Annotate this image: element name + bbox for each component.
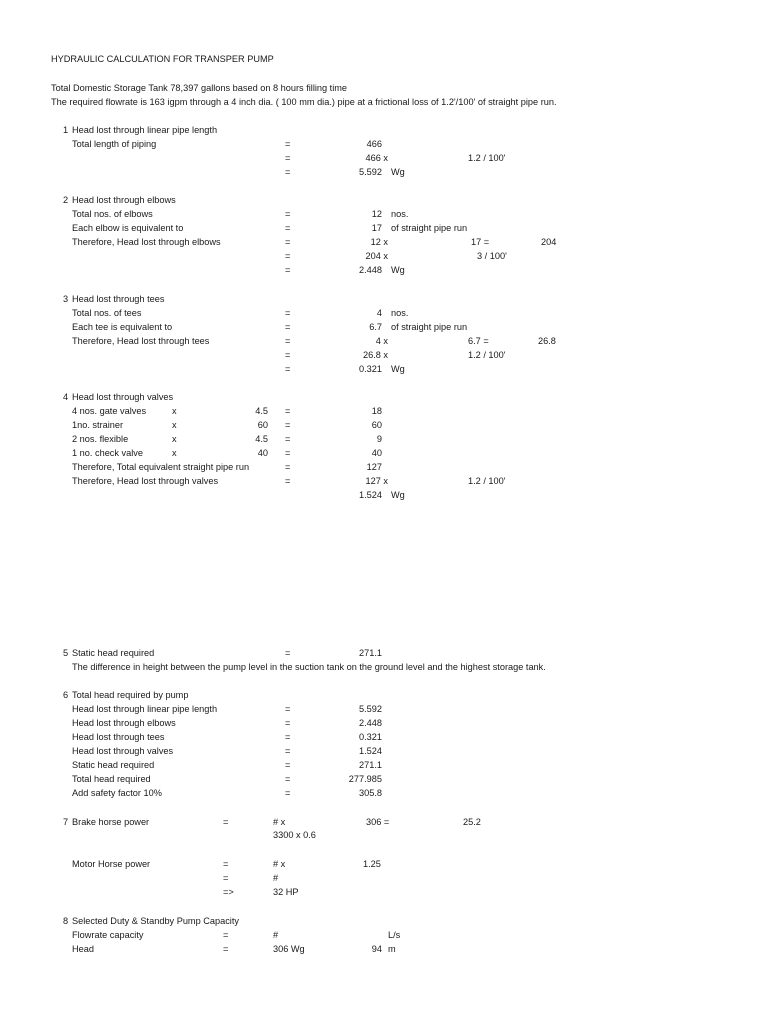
s7-motor-eq-2: = [223, 873, 229, 883]
s5-eq: = [285, 648, 291, 658]
s7-bhp-denominator: 3300 x 0.6 [273, 830, 316, 840]
s4-row1-eq: = [285, 406, 291, 416]
section-8-heading: Selected Duty & Standby Pump Capacity [72, 916, 239, 926]
s1-row2-value: 466 x [365, 153, 388, 163]
s6-row-value: 0.321 [359, 732, 382, 742]
s4-row2-x: x [172, 420, 177, 430]
s3-row4-value: 26.8 x [362, 350, 388, 360]
section-6-heading: Total head required by pump [72, 690, 189, 700]
s7-motor-eq: = [223, 859, 229, 869]
s8-head-unit: m [388, 944, 396, 954]
s6-row-eq: = [285, 718, 291, 728]
s4-row7-unit: Wg [391, 490, 405, 500]
s6-row-eq: = [285, 746, 291, 756]
section-3-number: 3 [63, 294, 69, 304]
s2-row1-eq: = [285, 209, 291, 219]
s6-row-value: 277.985 [348, 774, 382, 784]
s4-row3-x: x [172, 434, 177, 444]
s4-row2-factor: 60 [257, 420, 268, 430]
section-6-number: 6 [63, 690, 69, 700]
s2-row3-factor: 17 = [471, 237, 490, 247]
section-1-number: 1 [63, 125, 69, 135]
s4-row5-value: 127 [366, 462, 382, 472]
s6-row-label: Head lost through elbows [72, 718, 176, 728]
s2-row1-label: Total nos. of elbows [72, 209, 153, 219]
s4-row5-eq: = [285, 462, 291, 472]
s4-row4-label: 1 no. check valve [72, 448, 143, 458]
s8-flowrate-unit: L/s [388, 930, 401, 940]
s4-row3-eq: = [285, 434, 291, 444]
s5-note: The difference in height between the pump level in the suction tank on the ground level and the highest storage tank. [72, 662, 546, 672]
s4-row4-value: 40 [371, 448, 382, 458]
s4-row2-value: 60 [371, 420, 382, 430]
s3-row4-factor: 1.2 / 100' [468, 350, 506, 360]
s8-head-wg: 306 Wg [273, 944, 305, 954]
s8-flowrate-label: Flowrate capacity [72, 930, 144, 940]
s1-row2-eq: = [285, 153, 291, 163]
s1-row1-eq: = [285, 139, 291, 149]
section-7-heading: Brake horse power [72, 817, 150, 827]
s3-row5-unit: Wg [391, 364, 405, 374]
s6-row-value: 5.592 [359, 704, 382, 714]
s2-row4-eq: = [285, 251, 291, 261]
s3-row5-eq: = [285, 364, 291, 374]
s7-motor-arrow: => [223, 887, 234, 897]
s1-row3-unit: Wg [391, 167, 405, 177]
s3-row5-value: 0.321 [359, 364, 382, 374]
s7-motor-factor: 1.25 [363, 859, 381, 869]
s5-value: 271.1 [359, 648, 382, 658]
s6-row-value: 271.1 [359, 760, 382, 770]
s4-row1-factor: 4.5 [255, 406, 268, 416]
s1-row3-value: 5.592 [359, 167, 382, 177]
s3-row3-eq: = [285, 336, 291, 346]
s6-row-value: 1.524 [359, 746, 382, 756]
s8-head-eq: = [223, 944, 229, 954]
s2-row4-value: 204 x [365, 251, 388, 261]
s6-row-label: Static head required [72, 760, 155, 770]
s4-row4-factor: 40 [257, 448, 268, 458]
s4-row7-value: 1.524 [359, 490, 382, 500]
s2-row1-value: 12 [371, 209, 382, 219]
s2-row2-eq: = [285, 223, 291, 233]
s3-row2-value: 6.7 [369, 322, 382, 332]
s7-motor-value-2: # [273, 873, 279, 883]
section-3-heading: Head lost through tees [72, 294, 165, 304]
s4-row6-label: Therefore, Head lost through valves [72, 476, 219, 486]
section-5-number: 5 [63, 648, 69, 658]
document-title: HYDRAULIC CALCULATION FOR TRANSPER PUMP [51, 54, 274, 64]
intro-line-1: Total Domestic Storage Tank 78,397 gallons based on 8 hours filling time [51, 83, 348, 93]
s6-row-eq: = [285, 774, 291, 784]
s4-row1-x: x [172, 406, 177, 416]
s4-row6-value: 127 x [365, 476, 388, 486]
s6-row-label: Add safety factor 10% [72, 788, 162, 798]
s2-row5-unit: Wg [391, 265, 405, 275]
s4-row6-eq: = [285, 476, 291, 486]
s4-row3-value: 9 [376, 434, 382, 444]
s8-head-meters: 94 [371, 944, 382, 954]
s2-row2-label: Each elbow is equivalent to [72, 223, 184, 233]
s2-row2-unit: of straight pipe run [391, 223, 468, 233]
s3-row1-unit: nos. [391, 308, 409, 318]
s6-row-value: 2.448 [359, 718, 382, 728]
s7-motor-result: 32 HP [273, 887, 299, 897]
s2-row5-eq: = [285, 265, 291, 275]
section-5-heading: Static head required [72, 648, 155, 658]
s4-row3-factor: 4.5 [255, 434, 268, 444]
section-1-heading: Head lost through linear pipe length [72, 125, 218, 135]
s7-bhp-head: 306 = [366, 817, 390, 827]
s3-row3-value: 4 x [375, 336, 388, 346]
s4-row5-label: Therefore, Total equivalent straight pipe run [72, 462, 250, 472]
s2-row5-value: 2.448 [359, 265, 382, 275]
s1-row3-eq: = [285, 167, 291, 177]
s6-row-label: Head lost through tees [72, 732, 165, 742]
section-8-number: 8 [63, 916, 69, 926]
s6-row-eq: = [285, 704, 291, 714]
s6-row-label: Total head required [72, 774, 151, 784]
s4-row4-eq: = [285, 448, 291, 458]
section-4-heading: Head lost through valves [72, 392, 174, 402]
s6-row-eq: = [285, 788, 291, 798]
s8-head-label: Head [72, 944, 94, 954]
s6-row-value: 305.8 [359, 788, 382, 798]
section-2-number: 2 [63, 195, 69, 205]
s3-row2-eq: = [285, 322, 291, 332]
s2-row3-value: 12 x [370, 237, 388, 247]
s2-row1-unit: nos. [391, 209, 409, 219]
s4-row1-value: 18 [371, 406, 382, 416]
s3-row2-label: Each tee is equivalent to [72, 322, 173, 332]
s2-row2-value: 17 [371, 223, 382, 233]
s3-row1-label: Total nos. of tees [72, 308, 142, 318]
s7-motor-value: # x [273, 859, 286, 869]
s3-row1-value: 4 [376, 308, 382, 318]
section-2-heading: Head lost through elbows [72, 195, 176, 205]
s4-row1-label: 4 nos. gate valves [72, 406, 147, 416]
s2-row3-eq: = [285, 237, 291, 247]
s3-row3-factor: 6.7 = [468, 336, 489, 346]
s2-row3-result: 204 [541, 237, 557, 247]
section-7-number: 7 [63, 817, 69, 827]
s4-row4-x: x [172, 448, 177, 458]
s7-bhp-eq: = [223, 817, 229, 827]
s4-row2-eq: = [285, 420, 291, 430]
s2-row4-factor: 3 / 100' [477, 251, 507, 261]
section-4-number: 4 [63, 392, 69, 402]
s3-row3-result: 26.8 [538, 336, 556, 346]
s3-row3-label: Therefore, Head lost through tees [72, 336, 210, 346]
s7-bhp-result: 25.2 [463, 817, 481, 827]
s4-row6-factor: 1.2 / 100' [468, 476, 506, 486]
s6-row-eq: = [285, 760, 291, 770]
intro-line-2: The required flowrate is 163 igpm through a 4 inch dia. ( 100 mm dia.) pipe at a frictional loss of 1.2'/100' of straight pipe run. [51, 97, 557, 107]
s8-flowrate-value: # [273, 930, 279, 940]
s3-row1-eq: = [285, 308, 291, 318]
s3-row4-eq: = [285, 350, 291, 360]
s1-row2-factor: 1.2 / 100' [468, 153, 506, 163]
s6-row-label: Head lost through linear pipe length [72, 704, 218, 714]
s8-flowrate-eq: = [223, 930, 229, 940]
s7-motor-label: Motor Horse power [72, 859, 151, 869]
s4-row3-label: 2 nos. flexible [72, 434, 129, 444]
s3-row2-unit: of straight pipe run [391, 322, 468, 332]
s7-bhp-numerator: # x [273, 817, 286, 827]
s1-row1-label: Total length of piping [72, 139, 157, 149]
s4-row2-label: 1no. strainer [72, 420, 124, 430]
s1-row1-value: 466 [366, 139, 382, 149]
s6-row-label: Head lost through valves [72, 746, 174, 756]
s6-row-eq: = [285, 732, 291, 742]
s2-row3-label: Therefore, Head lost through elbows [72, 237, 221, 247]
